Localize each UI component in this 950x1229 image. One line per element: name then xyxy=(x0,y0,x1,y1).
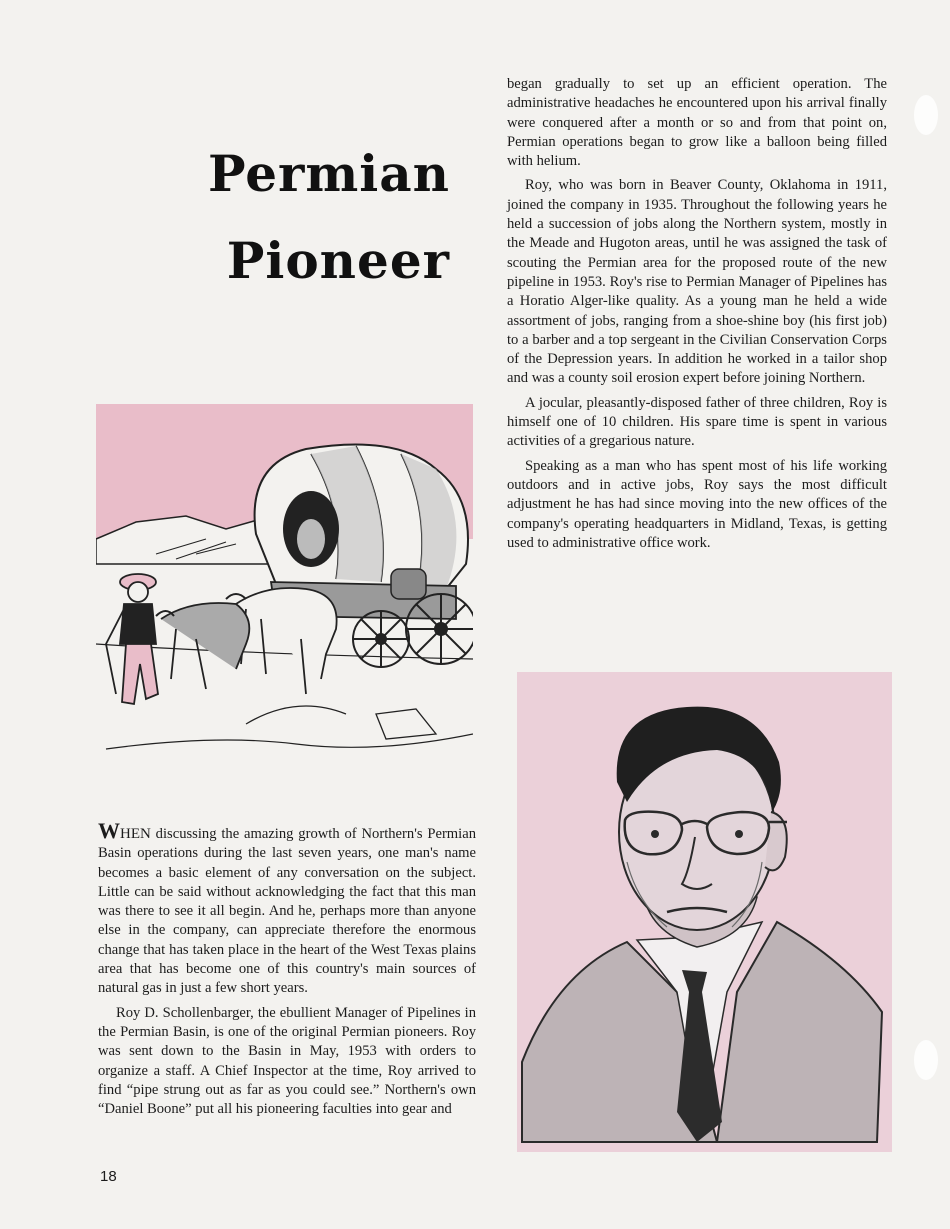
article-paragraph-3: Roy, who was born in Beaver County, Oklahoma in 1911, joined the company in 1935. Throughout the following years he held a succession of jobs along the Northern system, mostly in the Meade and Hugoton areas, until he was assigned the task of scouting the Permian area for the proposed route of the new pipeline in 1953. Roy's rise to Permian Manager of Pipelines has a Horatio Alger-like quality. As a young man he held a wide assortment of jobs, ranging from a shoe-shine boy (his first job) to a barber and a top sergeant in the Civilian Conservation Corps of the Depression years. In addition he worked in a tailor shop and was a county soil erosion expert before joining Northern. xyxy=(507,177,887,387)
article-paragraph-4: A jocular, pleasantly-disposed father of three children, Roy is himself one of 10 children. His spare time is spent in various activities of a gregarious nature. xyxy=(507,394,887,450)
binder-hole-top xyxy=(914,95,938,135)
article-paragraph-1 xyxy=(98,818,476,999)
article-paragraph-continued: began gradually to set up an efficient operation. The administrative headaches he encountered upon his arrival finally were conquered after a month or so and from that point on, Permian operations began to grow like a balloon being filled with helium. xyxy=(507,76,887,170)
binder-hole-bottom xyxy=(914,1040,938,1080)
drop-cap: W xyxy=(98,818,120,843)
title-line-2: Pioneer xyxy=(226,231,450,290)
paragraph-1-text: discussing the amazing growth of Northern's Permian Basin operations during the last seven years, one man's name becomes a basic element of any conversation on the subject. Little can be said without acknowledging the fact that this man was there to see it all begin. And he, perhaps more than anyone else in the company, can appreciate therefore the enormous change that has taken place in the heart of the West Texas plains area that has become one of this country's main sources of natural gas in just a few short years. xyxy=(98,826,476,997)
right-article-column xyxy=(507,75,887,558)
portrait-illustration xyxy=(517,672,892,1152)
covered-wagon-illustration xyxy=(96,404,473,766)
title-line-1: Permian xyxy=(207,144,450,203)
article-paragraph-5: Speaking as a man who has spent most of his life working outdoors and in active jobs, Roy says the most difficult adjustment he has had since moving into the new offices of the company's operating headquarters in Midland, Texas, is getting used to administrative office work. xyxy=(507,457,887,551)
left-article-column xyxy=(98,818,476,1124)
page-number: 18 xyxy=(100,1168,117,1185)
lead-smallcaps: HEN xyxy=(120,826,151,842)
article-paragraph-2: Roy D. Schollenbarger, the ebullient Manager of Pipelines in the Permian Basin, is one of the original Permian pioneers. Roy was sent down to the Basin in May, 1953 with orders to organize a staff. A Chief Inspector at the time, Roy arrived to find “pipe strung out as far as you could see.” Northern's own “Daniel Boone” put all his pioneering faculties into gear and xyxy=(98,1004,476,1118)
